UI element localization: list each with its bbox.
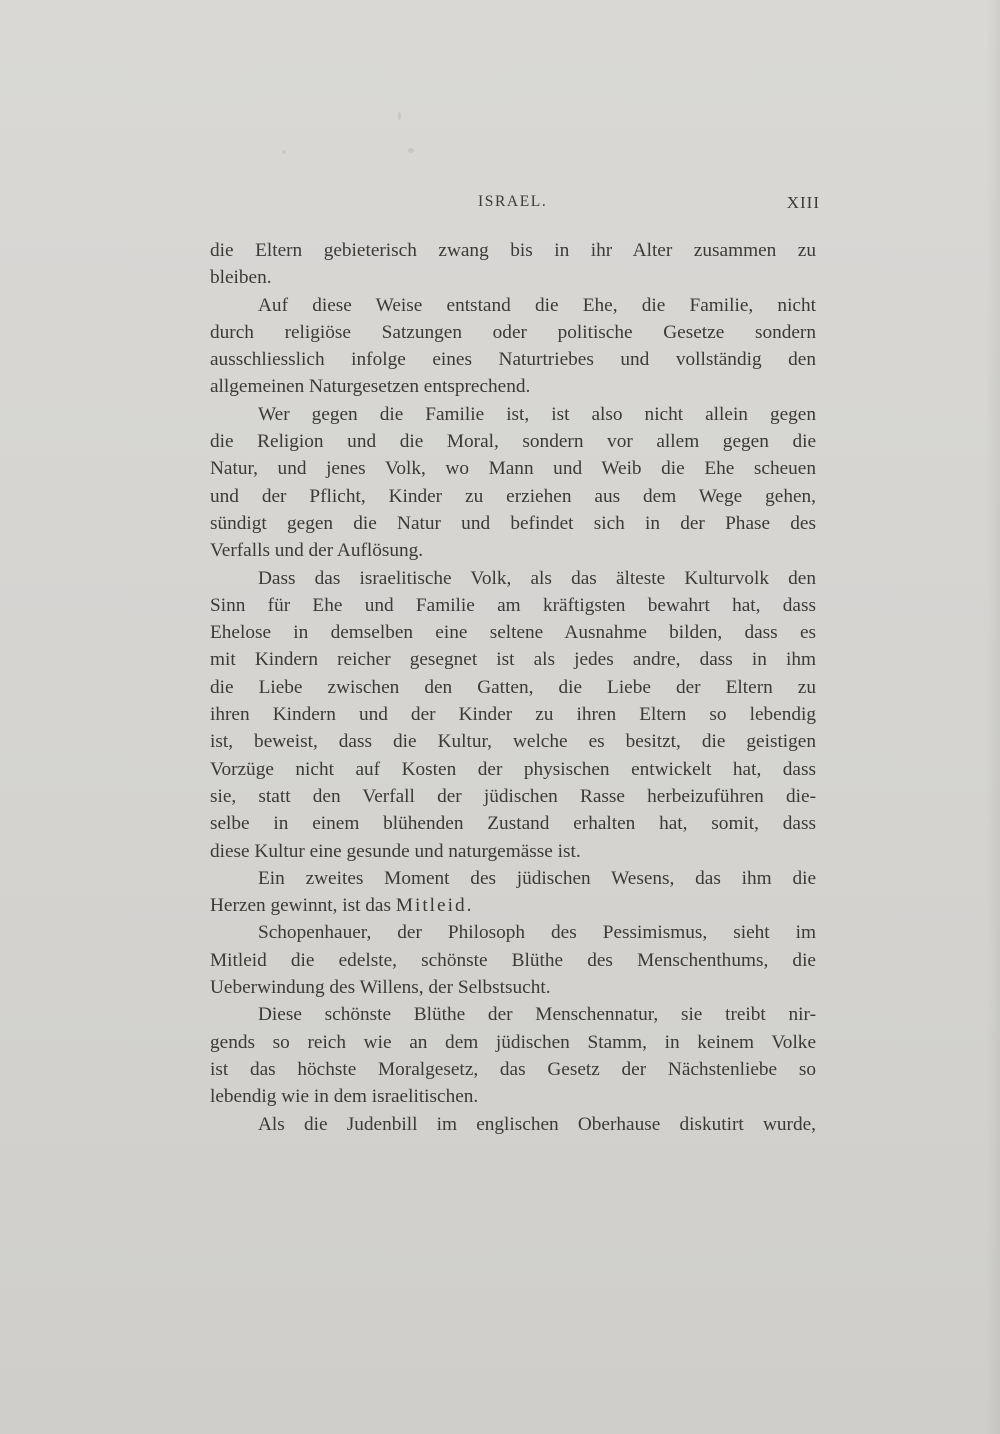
- text-line: [210, 1056, 816, 1083]
- text-line-content: ausschliesslich infolge eines Naturtriebes und vollständig den: [210, 349, 816, 371]
- text-line: [210, 947, 816, 974]
- text-line: [210, 264, 816, 291]
- text-line: [210, 892, 816, 919]
- text-line-content: lebendig wie in dem israelitischen.: [210, 1086, 479, 1108]
- text-line-content: die Liebe zwischen den Gatten, die Liebe der Eltern zu: [210, 676, 816, 698]
- text-line: [210, 510, 816, 537]
- text-line-content: mit Kindern reicher gesegnet ist als jedes andre, dass in ihm: [210, 649, 816, 671]
- text-line: [210, 783, 816, 810]
- text-line: [210, 428, 816, 455]
- text-line-content: Auf diese Weise entstand die Ehe, die Familie, nicht: [258, 294, 816, 316]
- emphasized-word: Mitleid.: [395, 895, 474, 917]
- text-line: [210, 728, 816, 755]
- text-line: [210, 537, 816, 564]
- paper-speck: [408, 148, 414, 153]
- text-line: [210, 292, 816, 319]
- text-line: [210, 373, 816, 400]
- text-line: [210, 701, 816, 728]
- text-line-content: Vorzüge nicht auf Kosten der physischen entwickelt hat, dass: [210, 758, 816, 780]
- text-line-content: sie, statt den Verfall der jüdischen Rasse herbeizuführen die-: [210, 785, 816, 807]
- paper-speck: [282, 150, 286, 154]
- text-line: [210, 1001, 816, 1028]
- text-line: [210, 592, 816, 619]
- text-line-content: Herzen gewinnt, ist das: [210, 895, 396, 917]
- running-title: ISRAEL.: [478, 193, 548, 210]
- text-line: [210, 346, 816, 373]
- text-line-content: Schopenhauer, der Philosoph des Pessimismus, sieht im: [258, 922, 816, 944]
- page-edge-shadow: [986, 0, 1000, 1434]
- text-line-content: Sinn für Ehe und Familie am kräftigsten bewahrt hat, dass: [210, 594, 816, 616]
- text-line: [210, 483, 816, 510]
- page-number: XIII: [786, 193, 820, 212]
- text-line-content: ist das höchste Moralgesetz, das Gesetz der Nächstenliebe so: [210, 1058, 816, 1080]
- text-line-content: Mitleid die edelste, schönste Blüthe des Menschenthums, die: [210, 949, 816, 971]
- text-line: [210, 619, 816, 646]
- text-line-content: Ehelose in demselben eine seltene Ausnahme bilden, dass es: [210, 622, 816, 644]
- text-line: [210, 565, 816, 592]
- text-line-content: ihren Kindern und der Kinder zu ihren Eltern so lebendig: [210, 704, 816, 726]
- text-line-content: selbe in einem blühenden Zustand erhalten hat, somit, dass: [210, 813, 816, 835]
- text-line-content: Dass das israelitische Volk, als das älteste Kulturvolk den: [258, 567, 816, 589]
- text-line-content: Ein zweites Moment des jüdischen Wesens, das ihm die: [258, 867, 816, 889]
- text-line-content: die Eltern gebieterisch zwang bis in ihr Alter zusammen zu: [210, 240, 816, 261]
- text-line: [210, 674, 816, 701]
- text-line-content: Diese schönste Blüthe der Menschennatur, sie treibt nir-: [258, 1004, 816, 1026]
- text-line: [210, 401, 816, 428]
- text-line: [210, 319, 816, 346]
- text-line: [210, 646, 816, 673]
- text-line: [210, 865, 816, 892]
- text-line: [210, 1111, 816, 1138]
- text-line-content: Ueberwindung des Willens, der Selbstsucht.: [210, 977, 551, 999]
- text-line-content: Wer gegen die Familie ist, ist also nicht allein gegen: [258, 403, 816, 425]
- text-line-content: die Religion und die Moral, sondern vor allem gegen die: [210, 431, 816, 453]
- text-line: [210, 756, 816, 783]
- text-line: [210, 455, 816, 482]
- text-line: [210, 810, 816, 837]
- text-line-content: Als die Judenbill im englischen Oberhause diskutirt wurde,: [258, 1113, 816, 1135]
- text-line-content: Natur, und jenes Volk, wo Mann und Weib die Ehe scheuen: [210, 458, 816, 480]
- text-line-content: sündigt gegen die Natur und befindet sich in der Phase des: [210, 512, 816, 534]
- text-line-content: diese Kultur eine gesunde und naturgemässe ist.: [210, 840, 581, 862]
- body-text: [210, 237, 816, 1138]
- running-head: [210, 193, 820, 219]
- text-line: [210, 1083, 816, 1110]
- text-line-content: durch religiöse Satzungen oder politische Gesetze sondern: [210, 321, 816, 343]
- text-line: [210, 974, 816, 1001]
- text-line-content: gends so reich wie an dem jüdischen Stamm, in keinem Volke: [210, 1031, 816, 1053]
- text-line: [210, 838, 816, 865]
- text-line: [210, 237, 816, 264]
- text-line: [210, 919, 816, 946]
- text-line-content: bleiben.: [210, 267, 272, 289]
- text-line: [210, 1029, 816, 1056]
- text-line-content: ist, beweist, dass die Kultur, welche es besitzt, die geistigen: [210, 731, 816, 753]
- text-line-content: und der Pflicht, Kinder zu erziehen aus dem Wege gehen,: [210, 485, 816, 507]
- text-line-content: allgemeinen Naturgesetzen entsprechend.: [210, 376, 531, 398]
- text-line-content: Verfalls und der Auflösung.: [210, 540, 424, 562]
- paper-speck: [398, 112, 401, 120]
